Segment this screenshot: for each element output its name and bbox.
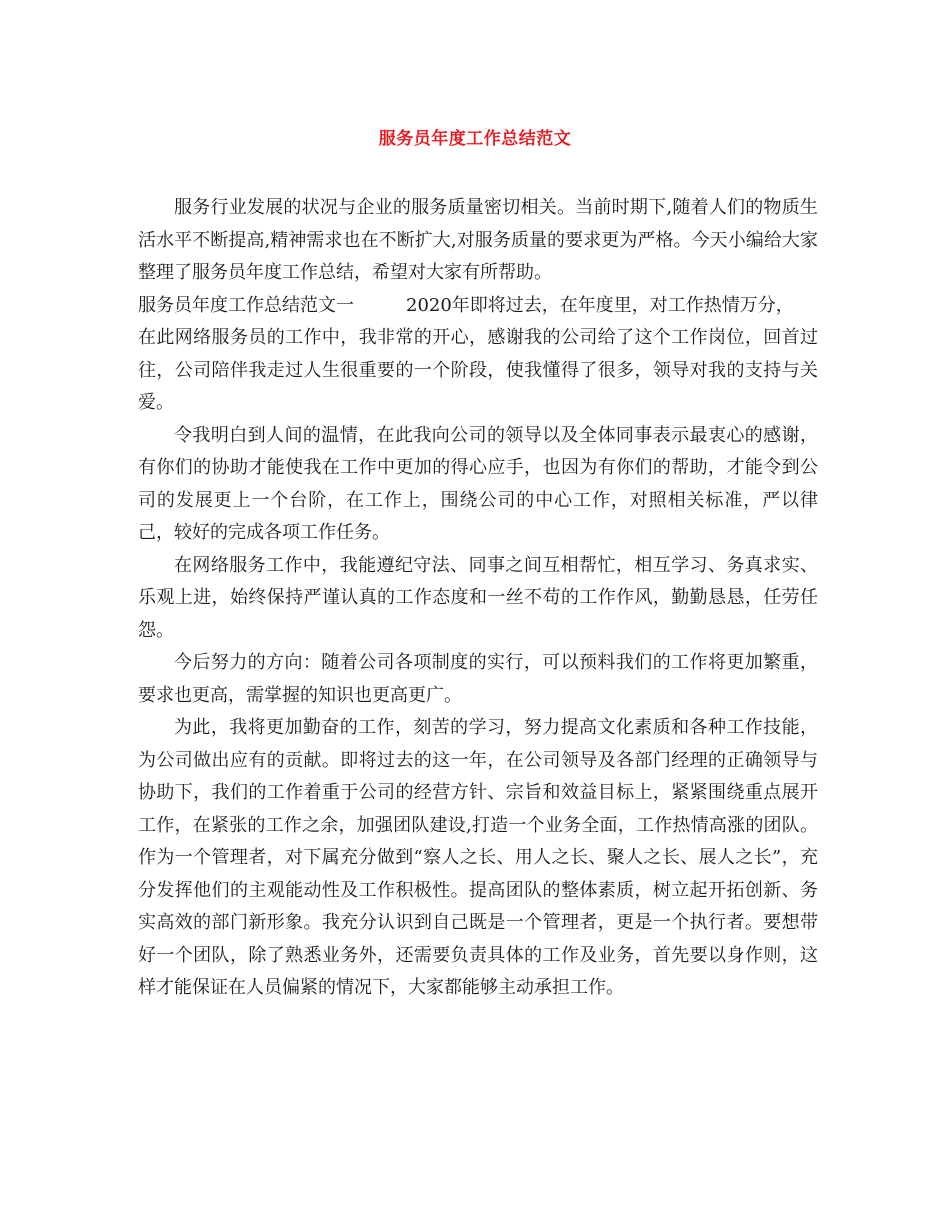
body-paragraph-1: 令我明白到人间的温情，在此我向公司的领导以及全体同事表示最衷心的感谢，有你们的协助才能使我在工作中更加的得心应手，也因为有你们的帮助，才能令到公司的发展更上一个台阶，在工作上，围绕公司的中心工作，对照相关标准，严以律己，较好的完成各项工作任务。 (138, 424, 818, 543)
intro-paragraph: 服务行业发展的状况与企业的服务质量密切相关。当前时期下,随着人们的物质生活水平不断提高,精神需求也在不断扩大,对服务质量的要求更为严格。今天小编给大家整理了服务员年度工作总结，希望对大家有所帮助。 (138, 197, 818, 283)
body-paragraph-3: 今后努力的方向：随着公司各项制度的实行，可以预料我们的工作将更加繁重，要求也更高，需掌握的知识也更高更广。 (138, 652, 818, 706)
body-paragraph-2: 在网络服务工作中，我能遵纪守法、同事之间互相帮忙，相互学习、务真求实、乐观上进，始终保持严谨认真的工作态度和一丝不苟的工作作风，勤勤恳恳，任劳任怨。 (138, 554, 818, 641)
document-title: 服务员年度工作总结范文 (378, 129, 572, 149)
section-heading: 服务员年度工作总结范文一 (138, 294, 354, 316)
section-lead-text: 2020年即将过去，在年度里，对工作热情万分， (406, 294, 794, 316)
section-heading-line (138, 290, 818, 323)
body-paragraph-4: 为此，我将更加勤奋的工作，刻苦的学习，努力提高文化素质和各种工作技能，为公司做出应有的贡献。即将过去的这一年，在公司领导及各部门经理的正确领导与协助下，我们的工作着重于公司的经营方针、宗旨和效益目标上，紧紧围绕重点展开工作，在紧张的工作之余，加强团队建设,打造一个业务全面，工作热情高涨的团队。作为一个管理者，对下属充分做到“察人之长、用人之长、聚人之长、展人之长”，充分发挥他们的主观能动性及工作积极性。提高团队的整体素质，树立起开拓创新、务实高效的部门新形象。我充分认识到自己既是一个管理者，更是一个执行者。要想带好一个团队，除了熟悉业务外，还需要负责具体的工作及业务，首先要以身作则，这样才能保证在人员偏紧的情况下，大家都能够主动承担工作。 (138, 717, 818, 998)
section-continued-paragraph: 在此网络服务员的工作中，我非常的开心，感谢我的公司给了这个工作岗位，回首过往，公司陪伴我走过人生很重要的一个阶段，使我懂得了很多，领导对我的支持与关爱。 (138, 327, 818, 413)
document-body (138, 192, 818, 1005)
heading-spacer (354, 290, 406, 323)
